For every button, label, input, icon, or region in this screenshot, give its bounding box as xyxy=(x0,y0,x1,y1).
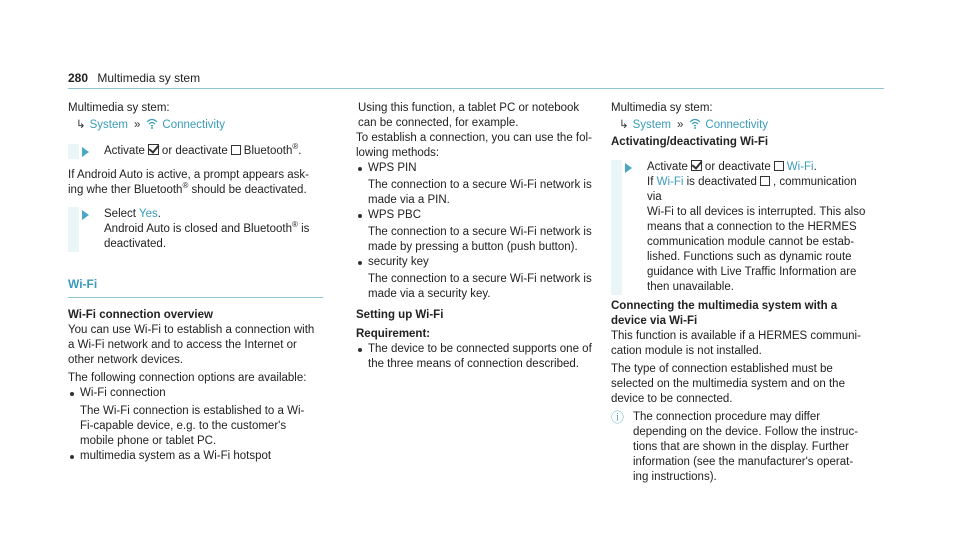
subsection-title: Connecting the multimedia system with a xyxy=(611,300,838,312)
forward-icon: » xyxy=(676,119,684,131)
step-arrow-icon xyxy=(82,210,89,220)
path-system: System xyxy=(632,119,671,131)
page-header xyxy=(68,71,200,86)
paragraph-line: other network devices. xyxy=(68,354,184,366)
methods-list xyxy=(356,161,611,302)
paragraph-line: can be connected, for example. xyxy=(358,117,519,129)
path-connectivity: Connectivity xyxy=(162,119,226,131)
list-item-desc: The connection to a secure Wi-Fi network is made via a PIN. xyxy=(368,179,592,206)
menu-path xyxy=(68,118,323,133)
return-arrow-icon: ↳ xyxy=(76,119,86,131)
yes-option: Yes xyxy=(138,208,158,220)
wifi-icon xyxy=(689,118,701,129)
menu-path xyxy=(611,118,866,133)
paragraph-line: Using this function, a tablet PC or notebook xyxy=(358,102,580,114)
list-item: WPS PIN xyxy=(356,161,611,176)
subsection-title: device via Wi-Fi xyxy=(611,315,698,327)
paragraph: ing whe ther Bluetooth® should be deactivated. xyxy=(68,181,307,196)
step-text: Bluetooth xyxy=(243,145,293,157)
page-number: 280 xyxy=(68,71,89,85)
unchecked-box-icon xyxy=(231,145,241,155)
paragraph-line: The type of connection established must be xyxy=(611,363,833,375)
column-2 xyxy=(356,101,611,372)
info-icon: ⓘ xyxy=(611,410,625,425)
subsection-title: Wi-Fi connection overview xyxy=(68,309,213,321)
unchecked-box-icon xyxy=(774,161,784,171)
paragraph-line: lowing methods: xyxy=(356,147,440,159)
step-select-yes: Select Yes. Android Auto is closed and Bluetooth® is deactivated. xyxy=(68,207,323,252)
step-text: Select xyxy=(104,208,136,220)
paragraph: If Android Auto is active, a prompt appears ask- xyxy=(68,169,309,181)
list-item-desc: The Wi-Fi connection is established to a Wi- Fi-capable device, e.g. to the customer's mobile phone or tablet PC. xyxy=(80,405,305,447)
step-bar xyxy=(68,207,79,252)
paragraph-line: To establish a connection, you can use the fol- xyxy=(356,132,592,144)
path-system: System xyxy=(89,119,128,131)
menu-intro: Multimedia sy stem: xyxy=(611,102,713,114)
list-item: The device to be connected supports one of the three means of connection described. xyxy=(356,342,611,372)
options-list xyxy=(68,386,323,464)
list-item: security key xyxy=(356,255,611,270)
paragraph-line: The following connection options are available: xyxy=(68,372,307,384)
paragraph-line: selected on the multimedia system and on the xyxy=(611,378,845,390)
paragraph-line: You can use Wi-Fi to establish a connection with xyxy=(68,324,315,336)
step-text: or deactivate xyxy=(161,145,228,157)
checked-box-icon xyxy=(691,160,702,171)
step-text: Android Auto is closed and Bluetooth xyxy=(104,223,292,235)
subsection-title: Activating/deactivating Wi-Fi xyxy=(611,136,769,148)
step-activate-bluetooth: Activate or deactivate Bluetooth®. xyxy=(68,144,323,159)
list-item: multimedia system as a Wi-Fi hotspot xyxy=(68,449,323,464)
paragraph-line: device to be connected. xyxy=(611,393,733,405)
path-connectivity: Connectivity xyxy=(705,119,769,131)
step-text: Activate xyxy=(104,145,145,157)
list-item: Wi-Fi connection xyxy=(68,386,323,401)
step-bar xyxy=(611,160,622,295)
column-1 xyxy=(68,101,323,464)
step-arrow-icon xyxy=(82,147,89,157)
return-arrow-icon: ↳ xyxy=(619,119,629,131)
note: ⓘ The connection procedure may differ depending on the device. Follow the instruc- tions that are shown in the display. Further information (see the manufacturer's operat- ing instructions). xyxy=(611,410,859,483)
header-rule xyxy=(68,88,884,89)
checked-box-icon xyxy=(148,144,159,155)
paragraph-line: cation module is not installed. xyxy=(611,345,762,357)
wifi-icon xyxy=(146,118,158,129)
step-bar xyxy=(68,144,79,159)
unchecked-box-icon xyxy=(760,176,770,186)
paragraph-line: a Wi-Fi network and to access the Internet or xyxy=(68,339,297,351)
step-text: deactivated. xyxy=(104,238,167,250)
forward-icon: » xyxy=(133,119,141,131)
requirement-list xyxy=(356,342,611,372)
paragraph-line: This function is available if a HERMES communi- xyxy=(611,330,861,342)
menu-intro: Multimedia sy stem: xyxy=(68,102,170,114)
list-item-desc: The connection to a secure Wi-Fi network is made via a security key. xyxy=(368,273,592,300)
list-item-desc: The connection to a secure Wi-Fi network is made by pressing a button (push button). xyxy=(368,226,592,253)
section-title-wifi: Wi-Fi xyxy=(68,277,98,291)
step-activate-wifi: Activate or deactivate Wi-Fi. If Wi-Fi is deactivated , communication via Wi-Fi to all devices is interrupted. This also means that a connection to the HERMES communication module cannot be estab- lished. Functions such as dynamic route guidance with Live Traffic Information are then unavailable. xyxy=(611,160,866,295)
page-section-title: Multimedia sy stem xyxy=(97,71,201,85)
column-3 xyxy=(611,101,866,485)
list-item: WPS PBC xyxy=(356,208,611,223)
requirement-title: Requirement: xyxy=(356,328,431,340)
subsection-title: Setting up Wi-Fi xyxy=(356,309,444,321)
step-arrow-icon xyxy=(625,163,632,173)
